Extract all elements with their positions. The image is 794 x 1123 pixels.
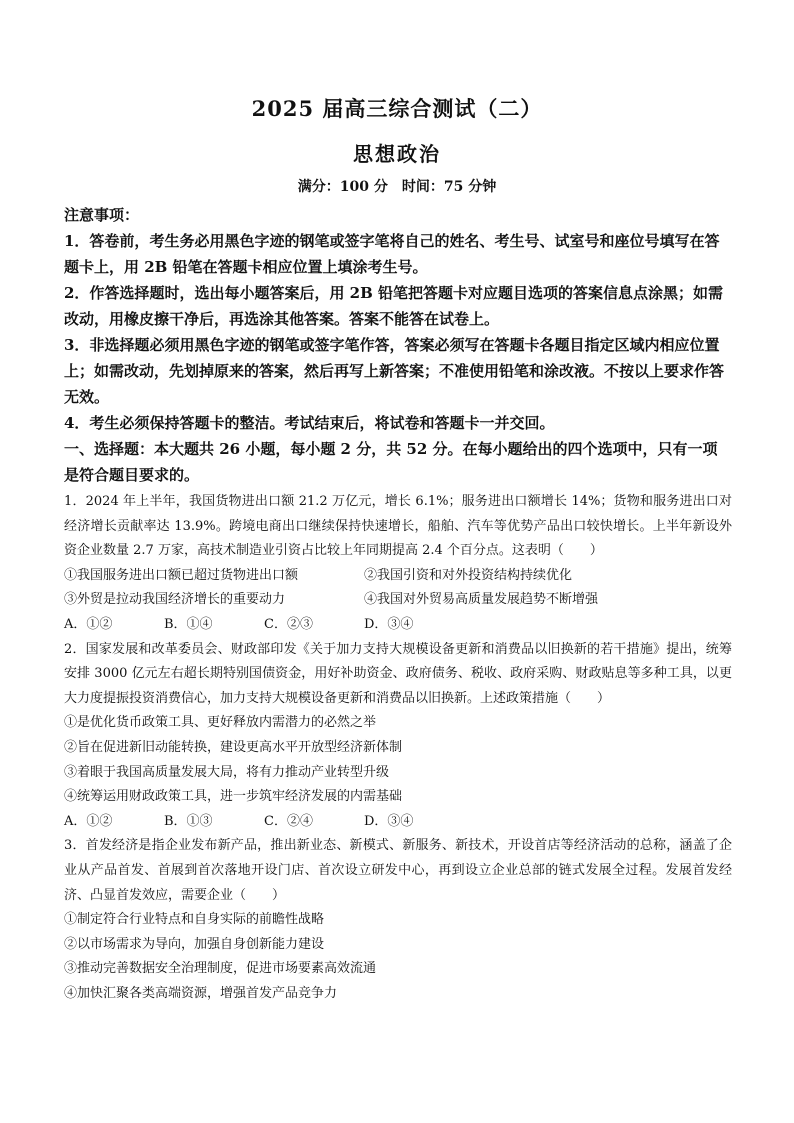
exam-subject: 思想政治: [353, 142, 441, 166]
question-2-stem: 2．国家发展和改革委员会、财政部印发《关于加力支持大规模设备更新和消费品以旧换新的若干措施》提出，统筹安排 3000 亿元左右超长期特别国债资金，用好补助资金、政府债务、税收、政府采购、财政贴息等多种工具，以更大力度提振投资消费信心，加力支持大规模设备更新和消费品以旧换新。上述政策措施（ ）: [64, 641, 732, 706]
question-2-answer-b: B．①③: [164, 813, 213, 829]
question-2-answer-c: C．②④: [264, 813, 313, 829]
question-3-option-2: ②以市场需求为导向，加强自身创新能力建设: [64, 936, 325, 952]
question-1-option-3: ③外贸是拉动我国经济增长的重要动力: [64, 592, 286, 608]
section-heading: 一、选择题：本大题共 26 小题，每小题 2 分，共 52 分。在每小题给出的四个选项中，只有一项是符合题目要求的。: [64, 440, 718, 484]
question-1-options-row-2: [64, 588, 732, 613]
question-2-option-1: ①是优化货币政策工具、更好释放内需潜力的必然之举: [64, 715, 377, 731]
question-1-answer-b: B．①④: [164, 616, 213, 632]
notice-item-4: 4．考生必须保持答题卡的整洁。考试结束后，将试卷和答题卡一并交回。: [64, 414, 555, 432]
question-1-option-1: ①我国服务进出口额已超过货物进出口额: [64, 567, 299, 583]
question-2-answers: [64, 810, 732, 835]
question-1-answers: [64, 613, 732, 638]
question-1-options-row-1: [64, 564, 732, 589]
question-1: [64, 490, 732, 638]
question-1-answer-d: D．③④: [364, 616, 414, 632]
question-2-option-2: ②旨在促进新旧动能转换，建设更高水平开放型经济新体制: [64, 739, 403, 755]
question-2-option-4: ④统筹运用财政政策工具，进一步筑牢经济发展的内需基础: [64, 789, 403, 805]
exam-meta: 满分：100 分 时间：75 分钟: [297, 179, 497, 195]
question-2-option-3: ③着眼于我国高质量发展大局，将有力推动产业转型升级: [64, 764, 390, 780]
question-3-option-4: ④加快汇聚各类高端资源，增强首发产品竞争力: [64, 985, 338, 1001]
question-1-stem: 1．2024 年上半年，我国货物进出口额 21.2 万亿元，增长 6.1%；服务进出口额增长 14%；货物和服务进出口对经济增长贡献率达 13.9%。跨境电商出口继续保持快速增长，船舶、汽车等优势产品出口较快增长。上半年新设外资企业数量 2.7 万家，高技术制造业引资占比较上年同期提高 2.4 个百分点。这表明（ ）: [64, 494, 732, 559]
question-1-option-2: ②我国引资和对外投资结构持续优化: [364, 567, 573, 583]
notice-item-2: 2．作答选择题时，选出每小题答案后，用 2B 铅笔把答题卡对应题目选项的答案信息点涂黑；如需改动，用橡皮擦干净后，再选涂其他答案。答案不能答在试卷上。: [64, 284, 724, 328]
question-2-answer-d: D．③④: [364, 813, 414, 829]
question-3-stem: 3．首发经济是指企业发布新产品，推出新业态、新模式、新服务、新技术，开设首店等经济活动的总称，涵盖了企业从产品首发、首展到首次落地开设门店、首次设立研发中心，再到设立企业总部的链式发展全过程。发展首发经济、凸显首发效应，需要企业（ ）: [64, 838, 732, 903]
question-3-option-1: ①制定符合行业特点和自身实际的前瞻性战略: [64, 912, 325, 928]
notice-item-3: 3．非选择题必须用黑色字迹的钢笔或签字笔作答，答案必须写在答题卡各题目指定区域内相应位置上；如需改动，先划掉原来的答案，然后再写上新答案；不准使用铅笔和涂改液。不按以上要求作答无效。: [64, 336, 725, 406]
exam-content: [64, 202, 732, 1006]
exam-title: 2025 届高三综合测试（二）: [251, 96, 543, 121]
question-1-answer-a: A．①②: [64, 616, 113, 632]
question-3: [64, 834, 732, 1006]
question-2-answer-a: A．①②: [64, 813, 113, 829]
notice-item-1: 1．答卷前，考生务必用黑色字迹的钢笔或签字笔将自己的姓名、考生号、试室号和座位号填写在答题卡上，用 2B 铅笔在答题卡相应位置上填涂考生号。: [64, 232, 720, 276]
question-1-answer-c: C．②③: [264, 616, 313, 632]
question-3-option-3: ③推动完善数据安全治理制度，促进市场要素高效流通: [64, 961, 377, 977]
question-1-option-4: ④我国对外贸易高质量发展趋势不断增强: [364, 592, 599, 608]
notice-heading: 注意事项：: [64, 206, 140, 224]
question-2: [64, 638, 732, 835]
